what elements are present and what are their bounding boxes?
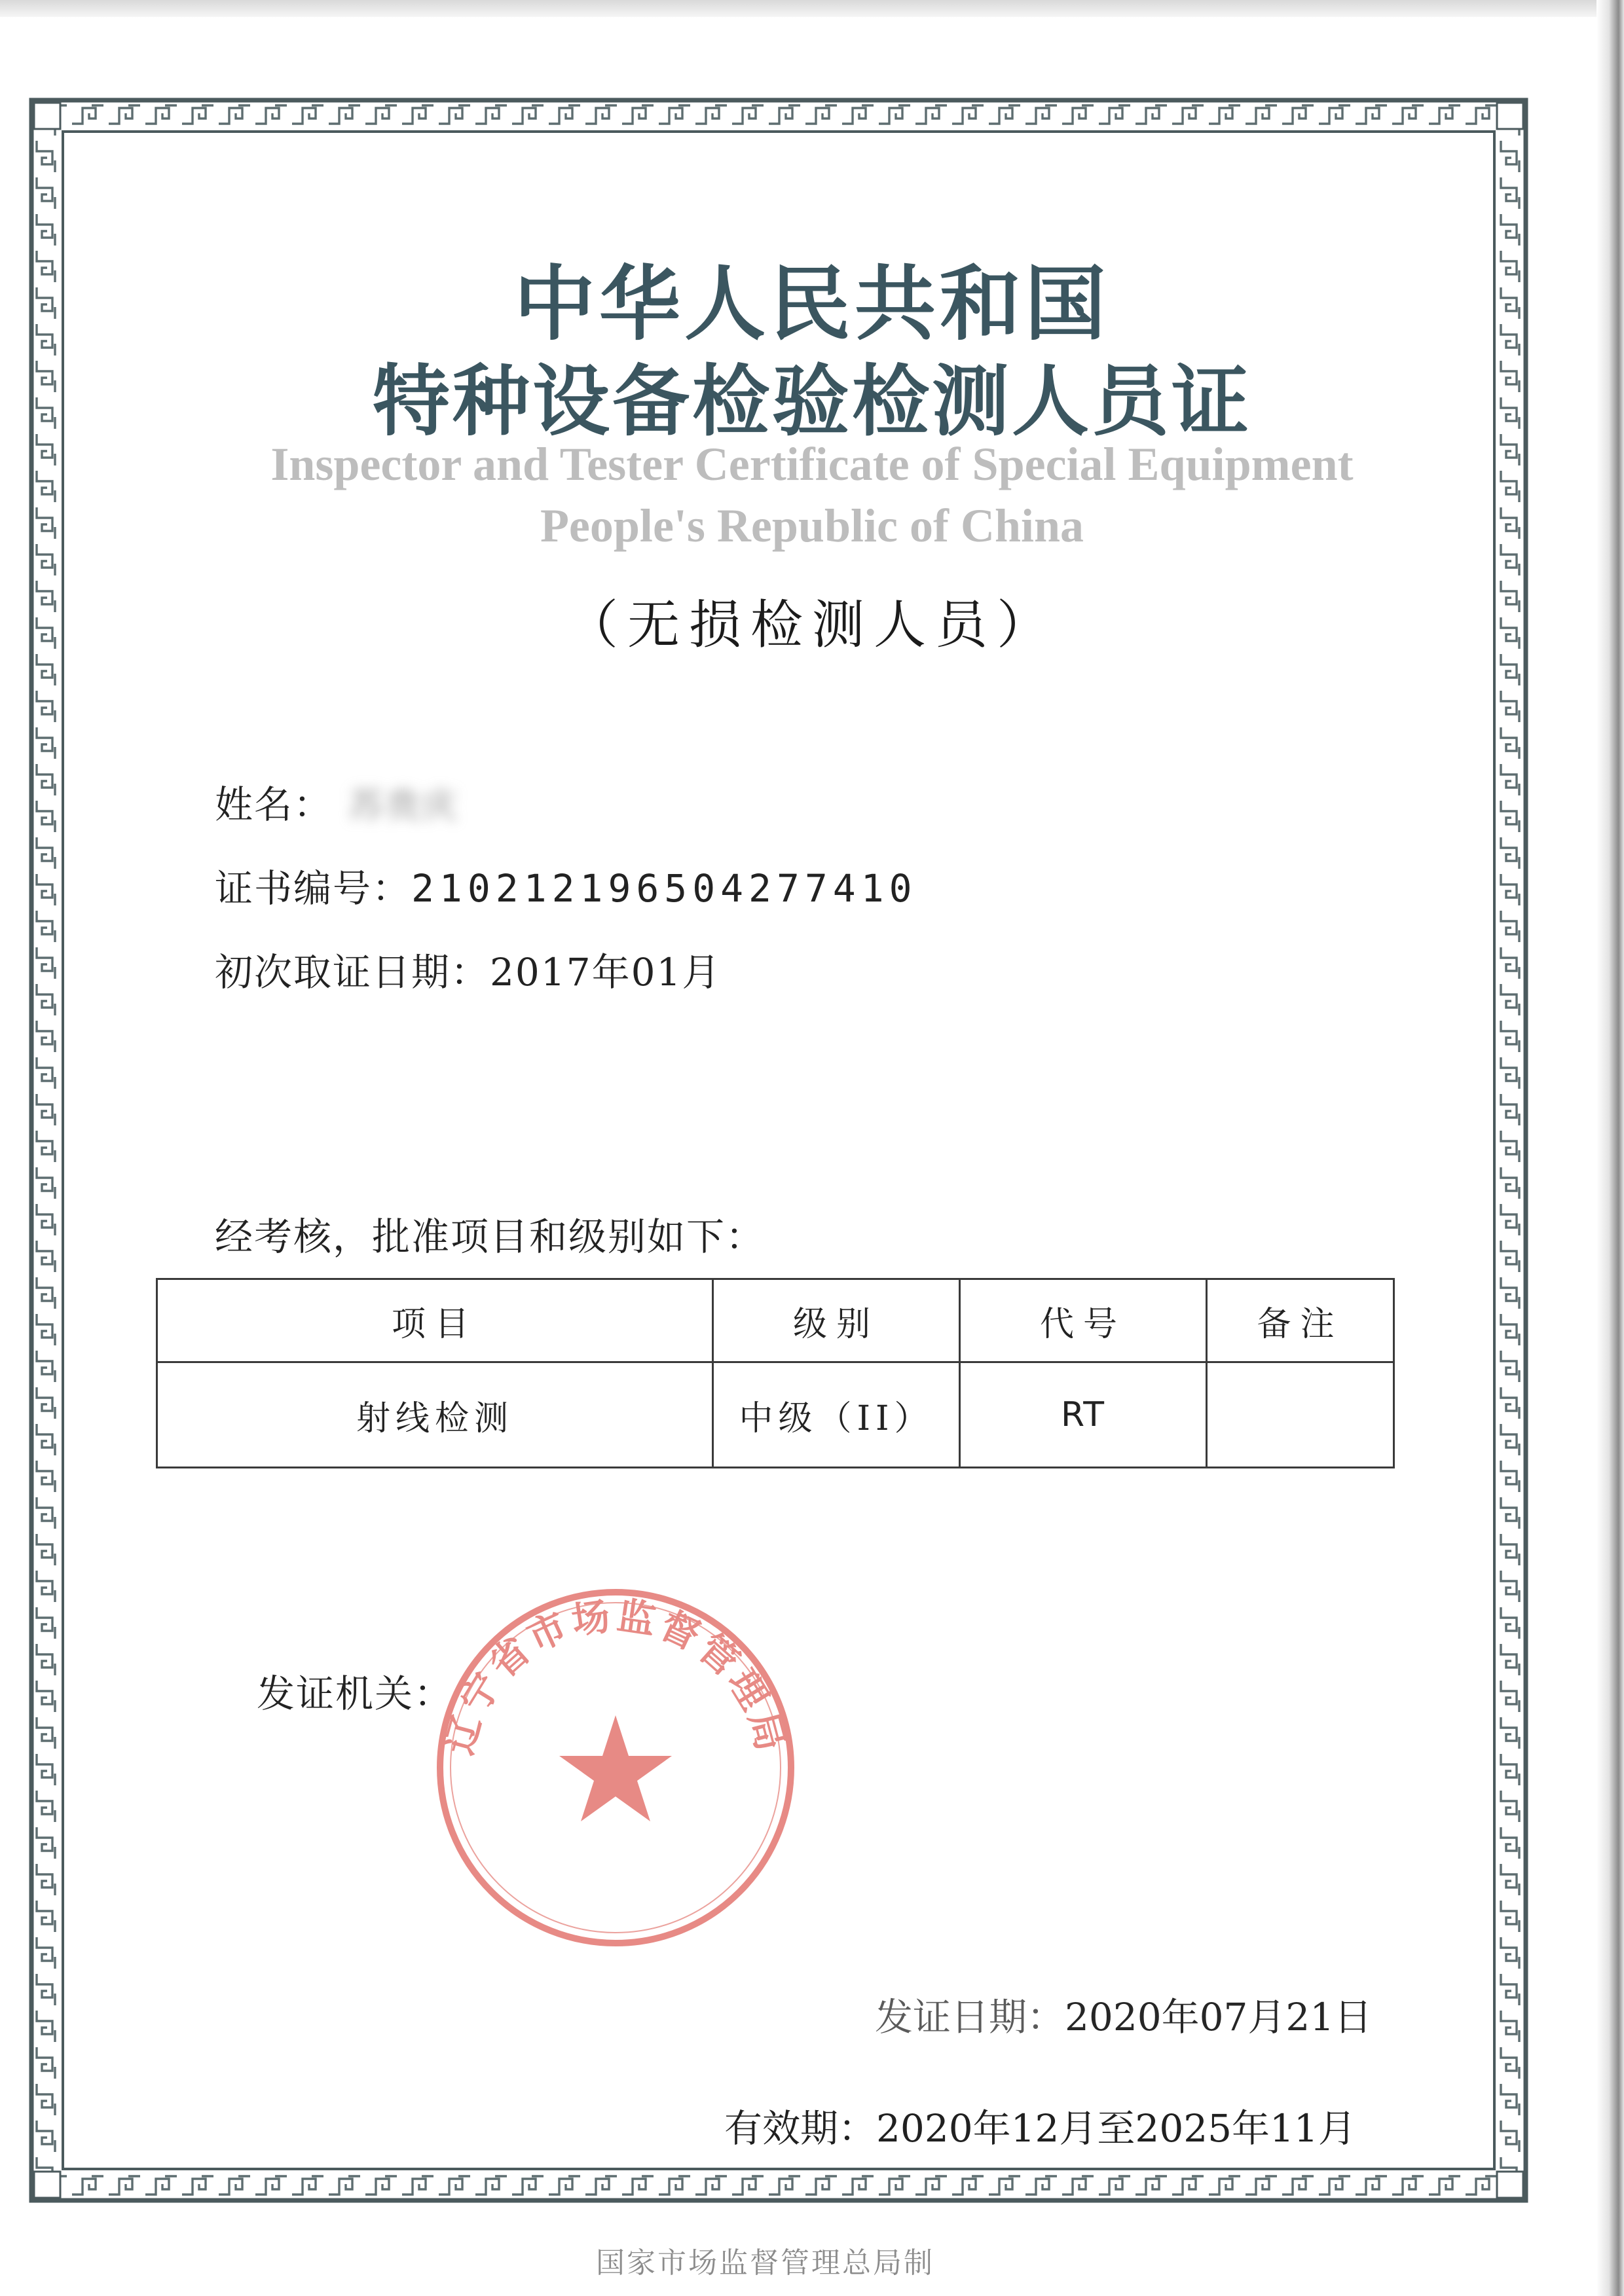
first-issue-date-row [215, 941, 721, 996]
certificate-category: （无损检测人员） [566, 594, 1058, 655]
cell-level: 中级（II） [713, 1362, 960, 1468]
header-remark: 备注 [1207, 1279, 1394, 1362]
validity-label: 有效期： [724, 2106, 877, 2151]
table-row [157, 1362, 1394, 1468]
issuing-authority-label: 发证机关： [257, 1671, 454, 1716]
cell-item: 射线检测 [157, 1362, 713, 1468]
validity-row [724, 2098, 1356, 2153]
table-header-row [157, 1279, 1394, 1362]
header-code: 代号 [960, 1279, 1207, 1362]
title-english-line1: Inspector and Tester Certificate of Special Equipment [270, 438, 1354, 490]
validity-value: 2020年12月至2025年11月 [876, 2106, 1356, 2151]
name-label: 姓名： [215, 782, 333, 827]
header-level: 级别 [713, 1279, 960, 1362]
title-chinese-line1: 中华人民共和国 [513, 257, 1110, 352]
issue-date-label: 发证日期： [875, 1995, 1065, 2039]
certificate-number-value: 210212196504277410 [411, 866, 917, 911]
approval-table [156, 1278, 1395, 1468]
certificate-number-row [215, 858, 917, 913]
seal-text: 辽宁省市场监督管理局 [437, 1593, 794, 1759]
title-english-line2: People's Republic of China [540, 500, 1084, 552]
header-item: 项目 [157, 1279, 713, 1362]
issue-date-row [875, 1986, 1372, 2041]
holder-name-row [215, 774, 458, 829]
first-issue-date-label: 初次取证日期： [215, 950, 490, 994]
cell-code: RT [960, 1362, 1207, 1468]
certificate-number-label: 证书编号： [215, 866, 412, 911]
title-chinese-line2: 特种设备检验检测人员证 [372, 356, 1251, 446]
issuer-imprint: 国家市场监督管理总局制 [596, 2246, 934, 2280]
first-issue-date-value: 2017年01月 [490, 950, 722, 994]
name-value-blurred: 苏贵庆 [348, 785, 459, 826]
approval-intro: 经考核，批准项目和级别如下： [215, 1214, 766, 1259]
issue-date-value: 2020年07月21日 [1065, 1995, 1373, 2039]
official-seal [432, 1584, 799, 1951]
cell-remark [1207, 1362, 1394, 1468]
